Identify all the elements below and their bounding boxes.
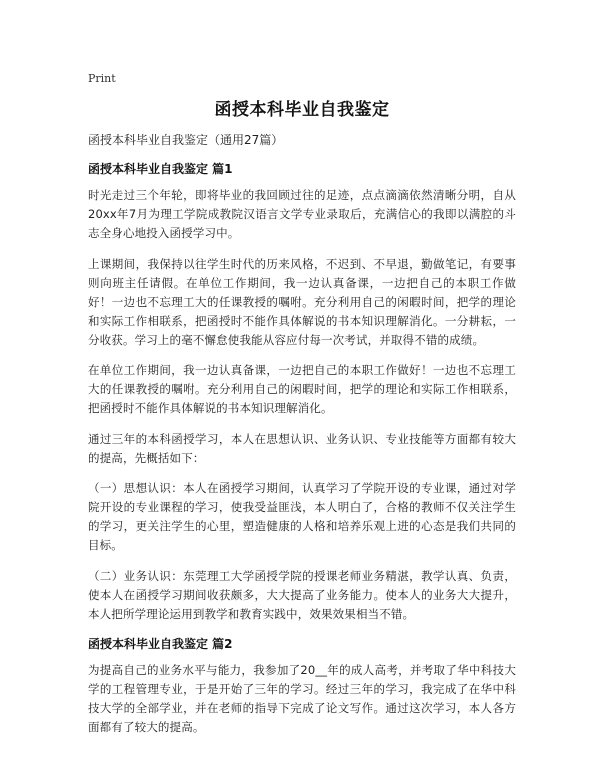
document-title: 函授本科毕业自我鉴定 (214, 100, 390, 120)
paragraph: （一）思想认识：本人在函授学习期间，认真学习了学院开设的专业课，通过对学院开设的专业课程的学习，使我受益匪浅，本人明白了，合格的教师不仅关注学生的学习，更关注学生的心里，塑造健康的人格和培养乐观上进的心态是我们共同的目标。 (88, 481, 516, 552)
paragraph: （二）业务认识：东莞理工大学函授学院的授课老师业务精湛，教学认真、负责，使本人在函授学习期间收获颇多，大大提高了业务能力。使本人的业务大大提升，本人把所学理论运用到教学和教育实践中，效果效果相当不错。 (88, 568, 516, 621)
paragraph: 通过三年的本科函授学习，本人在思想认识、业务认识、专业技能等方面都有较大的提高，先概括如下： (88, 431, 516, 465)
section-2 (88, 636, 516, 737)
section-1 (88, 161, 516, 624)
paragraph: 时光走过三个年轮，即将毕业的我回顾过往的足迹，点点滴滴依然清晰分明，自从20xx年7月为理工学院成教院汉语言文学专业录取后，充满信心的我即以满腔的斗志全身心地投入函授学习中。 (88, 188, 516, 240)
section-heading: 函授本科毕业自我鉴定 篇1 (88, 162, 233, 176)
print-label: Print (88, 72, 116, 85)
paragraph: 为提高自己的业务水平与能力，我参加了20__年的成人高考，并考取了华中科技大学的工程管理专业，于是开始了三年的学习。经过三年的学习，我完成了在华中科技大学的全部学业，并在老师的指导下完成了论文写作。通过这次学习，本人各方面都有了较大的提高。 (88, 662, 516, 734)
paragraph: 在单位工作期间，我一边认真备课，一边把自己的本职工作做好！一边也不忘理工大的任课教授的嘱咐。充分利用自己的闲暇时间，把学的理论和实际工作相联系，把函授时不能作具体解说的书本知识理解消化。 (88, 363, 516, 415)
section-heading: 函授本科毕业自我鉴定 篇2 (88, 636, 233, 651)
paragraph: 上课期间，我保持以往学生时代的历来风格，不迟到、不早退，勤做笔记，有要事则向班主任请假。在单位工作期间，我一边认真备课，一边把自己的本职工作做好！一边也不忘理工大的任课教授的嘱咐。充分利用自己的闲暇时间，把学的理论和实际工作相联系，把函授时不能作具体解说的书本知识理解消化。一分耕耘，一分收获。学习上的毫不懈怠使我能从容应付每一次考试，并取得不错的成绩。 (88, 256, 516, 347)
document-subtitle: 函授本科毕业自我鉴定（通用27篇） (88, 133, 284, 147)
document-page (88, 60, 516, 748)
